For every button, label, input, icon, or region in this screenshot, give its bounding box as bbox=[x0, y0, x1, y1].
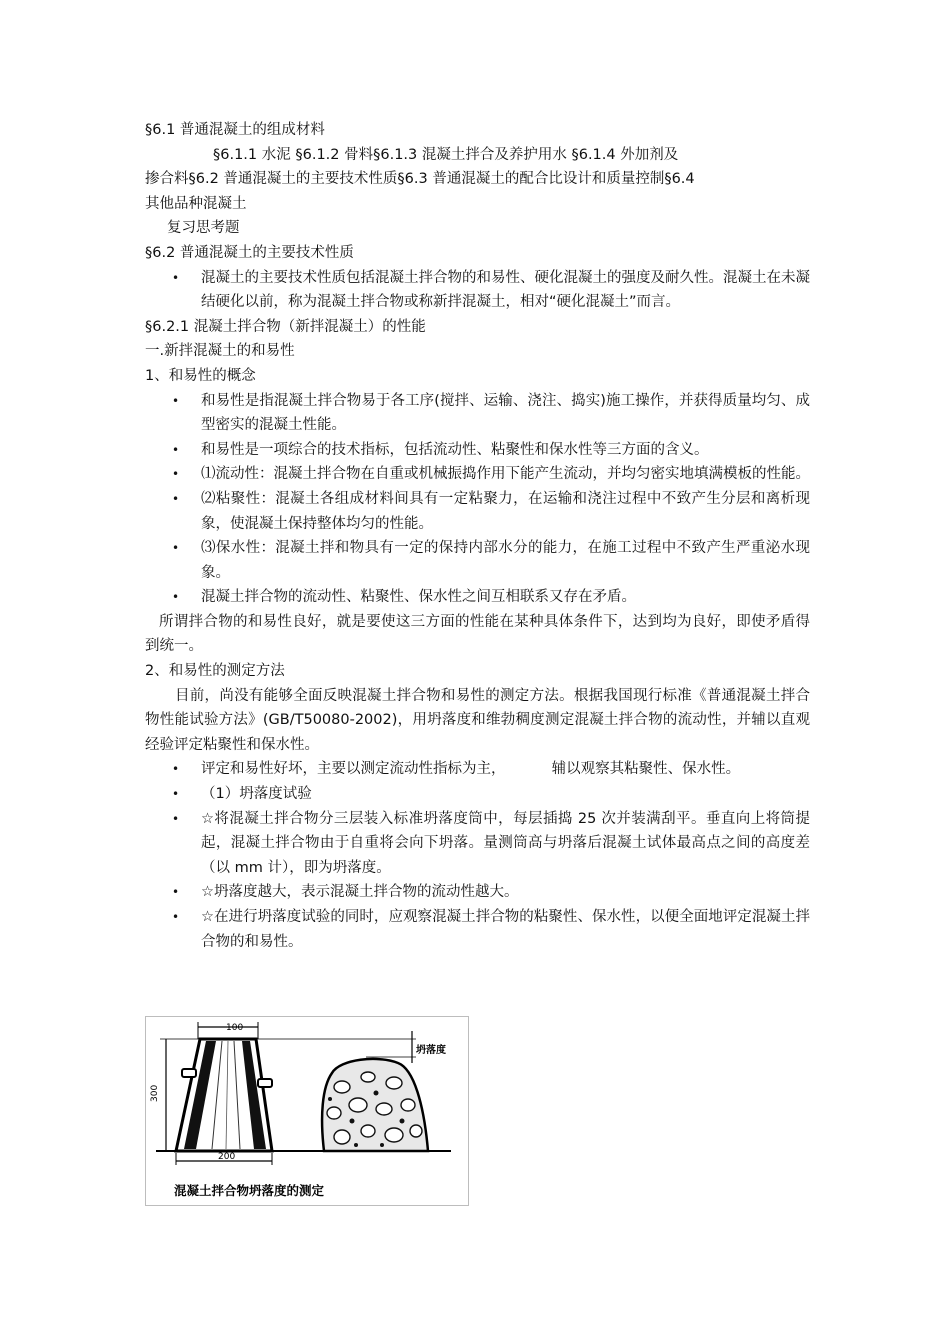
toc-line-4: 其他品种混凝土 bbox=[145, 195, 247, 212]
subheading-method: 2、和易性的测定方法 bbox=[145, 663, 285, 680]
paragraph: 所谓拌合物的和易性良好，就是要使这三方面的性能在某种具体条件下，达到均为良好，即使矛盾得到统一。 bbox=[145, 613, 810, 655]
bullet-icon: • bbox=[172, 910, 180, 924]
list-item: • ⑶保水性：混凝土拌和物具有一定的保持内部水分的能力，在施工过程中不致产生严重泌水现象。 bbox=[145, 536, 810, 585]
list-item: • ⑵粘聚性：混凝土各组成材料间具有一定粘聚力，在运输和浇注过程中不致产生分层和离析现象，使混凝土保持整体均匀的性能。 bbox=[145, 487, 810, 536]
toc-line-3: 掺合料§6.2 普通混凝土的主要技术性质§6.3 普通混凝土的配合比设计和质量控制§6.4 bbox=[145, 171, 695, 188]
section-6-2-1-heading: §6.2.1 混凝土拌合物（新拌混凝土）的性能 bbox=[145, 318, 426, 335]
dim-top-label: 100 bbox=[226, 1023, 244, 1033]
bullet-icon: • bbox=[172, 541, 180, 556]
list-item: • 和易性是指混凝土拌合物易于各工序(搅拌、运输、浇注、捣实)施工操作，并获得质量均匀、成型密实的混凝土性能。 bbox=[145, 389, 810, 438]
list-item: • 和易性是一项综合的技术指标，包括流动性、粘聚性和保水性等三方面的含义。 bbox=[145, 438, 810, 463]
subheading-workability: 一.新拌混凝土的和易性 bbox=[145, 343, 295, 360]
list-item: • 评定和易性好坏，主要以测定流动性指标为主， 辅以观察其粘聚性、保水性。 bbox=[145, 757, 810, 782]
toc-line-5: 复习思考题 bbox=[167, 220, 240, 237]
bullet-icon: • bbox=[172, 811, 180, 826]
list-item: • ☆将混凝土拌合物分三层装入标准坍落度筒中，每层插捣 25 次并装满刮平。垂直向上将筒提起，混凝土拌合物由于自重将会向下坍落。量测筒高与坍落后混凝土试体最高点之间的高度差（以 mm 计），即为坍落度。 bbox=[145, 807, 810, 881]
document-body bbox=[145, 118, 810, 954]
bullet-icon: • bbox=[172, 442, 180, 457]
dim-height-label: 300 bbox=[150, 1084, 160, 1102]
bullet-icon: • bbox=[172, 787, 180, 802]
list-item: • 混凝土拌合物的流动性、粘聚性、保水性之间互相联系又存在矛盾。 bbox=[145, 585, 810, 610]
toc-line-1: §6.1 普通混凝土的组成材料 bbox=[145, 122, 325, 138]
section-6-2-heading: §6.2 普通混凝土的主要技术性质 bbox=[145, 244, 354, 261]
paragraph: 目前，尚没有能够全面反映混凝土拌合物和易性的测定方法。根据我国现行标准《普通混凝土拌合物性能试验方法》(GB/T50080-2002)，用坍落度和维勃稠度测定混凝土拌合物的流动性，并辅以直观经验评定粘聚性和保水性。 bbox=[145, 687, 810, 753]
bullet-icon: • bbox=[172, 393, 180, 408]
list-item: • 混凝土的主要技术性质包括混凝土拌合物的和易性、硬化混凝土的强度及耐久性。混凝土在未凝结硬化以前，称为混凝土拌合物或称新拌混凝土，相对“硬化混凝土”而言。 bbox=[145, 266, 810, 315]
toc-line-2: §6.1.1 水泥 §6.1.2 骨料§6.1.3 混凝土拌合及养护用水 §6.1.4 外加剂及 bbox=[213, 146, 679, 163]
subheading-concept: 1、和易性的概念 bbox=[145, 367, 256, 384]
slump-diagram bbox=[146, 1017, 468, 1205]
dim-bottom-label: 200 bbox=[218, 1152, 236, 1162]
bullet-icon: • bbox=[172, 467, 180, 482]
bullet-icon: • bbox=[172, 762, 180, 777]
list-item: • ☆在进行坍落度试验的同时，应观察混凝土拌合物的粘聚性、保水性，以便全面地评定混凝土拌合物的和易性。 bbox=[145, 905, 810, 954]
bullet-icon: • bbox=[172, 590, 180, 605]
bullet-icon: • bbox=[172, 491, 180, 506]
bullet-icon: • bbox=[172, 885, 180, 900]
list-item: • （1）坍落度试验 bbox=[145, 782, 810, 807]
figure-caption: 混凝土拌合物坍落度的测定 bbox=[174, 1183, 325, 1198]
bullet-icon: • bbox=[172, 270, 180, 285]
slump-label: 坍落度 bbox=[416, 1045, 446, 1056]
slump-test-figure bbox=[145, 1016, 469, 1206]
list-item: • ☆坍落度越大，表示混凝土拌合物的流动性越大。 bbox=[145, 880, 810, 905]
list-item: • ⑴流动性：混凝土拌合物在自重或机械振捣作用下能产生流动，并均匀密实地填满模板的性能。 bbox=[145, 462, 810, 487]
